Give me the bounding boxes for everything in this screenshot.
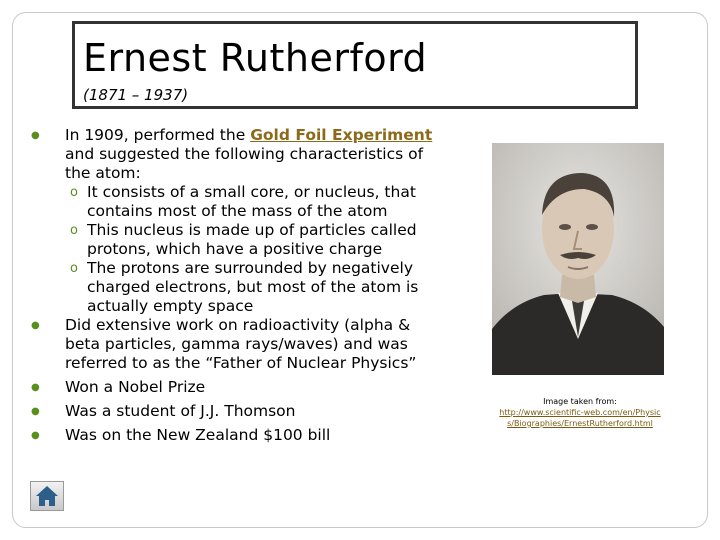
image-credit-label: Image taken from: (543, 397, 617, 406)
bullet-text-pre: In 1909, performed the (65, 126, 251, 144)
sub-bullet-icon: o (70, 261, 78, 276)
portrait-drawing (492, 143, 664, 375)
sub-bullet-text: This nucleus is made up of particles called protons, which have a positive charge (87, 221, 417, 258)
sub-bullet-list (65, 183, 448, 316)
bullet-item (28, 126, 448, 316)
image-credit (498, 396, 662, 429)
bullet-item (28, 426, 448, 445)
sub-bullet-item (65, 183, 448, 221)
gold-foil-experiment-link[interactable]: Gold Foil Experiment (250, 126, 433, 144)
bullet-icon: ● (31, 320, 40, 331)
sub-bullet-text: The protons are surrounded by negatively charged electrons, but most of the atom is actually empty space (87, 259, 419, 315)
bullet-icon: ● (31, 382, 40, 393)
bullet-text: Did extensive work on radioactivity (alpha & beta particles, gamma rays/waves) and was referred to as the “Father of Nuclear Physics” (65, 316, 417, 372)
bullet-item (28, 316, 448, 373)
rutherford-portrait-image (492, 143, 664, 375)
image-credit-url-link[interactable]: http://www.scientific-web.com/en/Physics/Biographies/ErnestRutherford.html (499, 408, 661, 428)
slide-title: Ernest Rutherford (83, 36, 428, 80)
bullet-text: Won a Nobel Prize (65, 378, 206, 396)
bullet-text: Was a student of J.J. Thomson (65, 402, 296, 420)
bullet-icon: ● (31, 430, 40, 441)
sub-bullet-item (65, 259, 448, 316)
bullet-icon: ● (31, 130, 40, 141)
bullet-text-post: and suggested the following characteristics of the atom: (65, 145, 424, 182)
sub-bullet-icon: o (70, 223, 78, 238)
bullet-icon: ● (31, 406, 40, 417)
title-box (72, 21, 638, 109)
sub-bullet-item (65, 221, 448, 259)
bullet-item (28, 402, 448, 421)
sub-bullet-text: It consists of a small core, or nucleus, that contains most of the mass of the atom (87, 183, 416, 220)
home-button[interactable] (30, 481, 64, 511)
bullet-item (28, 378, 448, 397)
sub-bullet-icon: o (70, 185, 78, 200)
bullet-text: Was on the New Zealand $100 bill (65, 426, 331, 444)
home-icon (31, 482, 63, 510)
bullet-list (28, 126, 448, 445)
slide-subtitle: (1871 – 1937) (83, 86, 189, 104)
